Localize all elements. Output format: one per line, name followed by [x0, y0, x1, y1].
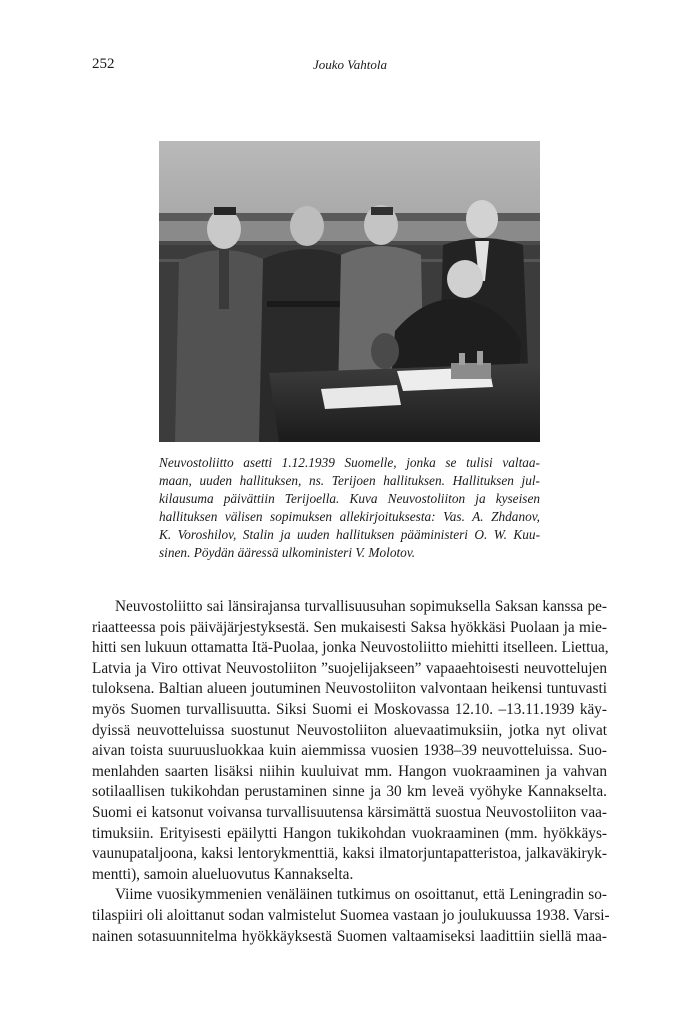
paragraph-line: dyissä neuvotteluissa suostunut Neuvostoliiton aluevaatimuksiin, jotka nyt olivat	[92, 721, 607, 739]
caption-line: Neuvostoliitto asetti 1.12.1939 Suomelle, jonka se tulisi valtaa-	[159, 455, 540, 470]
running-head: Jouko Vahtola	[312, 57, 387, 72]
paragraph-line: mentti), samoin alueluovutus Kannakselta.	[92, 865, 354, 883]
paragraph-line: timuksiin. Erityisesti epäilytti Hangon tukikohdan vuokraaminen (mm. hyökkäys-	[92, 824, 607, 842]
caption-line: kilausuma päivättiin Terijoella. Kuva Neuvostoliiton ja kyseisen	[159, 491, 540, 506]
historical-photograph	[159, 141, 540, 442]
paragraph-line: Viime vuosikymmenien venäläinen tutkimus on osoittanut, että Leningradin so-	[115, 886, 607, 904]
caption-line: hallituksen välisen sopimuksen allekirjoituksesta: Vas. A. Zhdanov,	[159, 509, 540, 524]
paragraph-line: riaatteessa pois päiväjärjestyksestä. Sen mukaisesti Saksa hyökkäsi Puolaan ja mie-	[92, 618, 607, 636]
paragraph-line: Neuvostoliitto sai länsirajansa turvallisuusuhan sopimuksella Saksan kanssa pe-	[115, 598, 607, 615]
paragraph-line: Suomi ei katsonut voivansa turvallisuutensa kärsimättä suostua Neuvostoliiton vaa-	[92, 803, 607, 821]
paragraph-line: nainen sotasuunnitelma hyökkäyksestä Suomen valtaamiseksi laadittiin siellä maa-	[92, 927, 607, 945]
paragraph-line: vaunupataljoona, kaksi lentorykmenttiä, kaksi ilmatorjuntapatteristoa, jalkaväkiryk-	[92, 845, 607, 863]
body-text	[92, 597, 610, 947]
paragraph-line: Latvia ja Viro ottivat Neuvostoliiton ”suojelijakseen” vapaaehtoisesti neuvottelujen	[92, 659, 607, 677]
caption-line: K. Voroshilov, Stalin ja uuden hallituksen pääministeri O. W. Kuu-	[159, 527, 540, 542]
caption-line: maan, uuden hallituksen, ns. Terijoen hallituksen. Hallituksen jul-	[159, 473, 540, 488]
caption-line: sinen. Pöydän ääressä ulkoministeri V. Molotov.	[159, 545, 416, 560]
paragraph-line: hitti sen lukuun ottamatta Itä-Puolaa, jonka Neuvostoliitto miehitti itselleen. Liettua,	[92, 639, 609, 657]
paragraph-line: menlahden saarten lisäksi niihin kuuluivat mm. Hangon vuokraaminen ja vahvan	[92, 762, 607, 780]
paragraph-line: tilaspiiri oli aloittanut sodan valmistelut Suomea vastaan jo joulukuussa 1938. Varsi-	[92, 906, 610, 924]
figure-caption	[159, 454, 540, 562]
paragraph-line: sotilaallisen tukikohdan perustaminen sinne ja 30 km leveä vyöhyke Kannakselta.	[92, 783, 607, 801]
paragraph-line: aivan toista suuruusluokkaa kuin aiemmissa vuosien 1938–39 neuvotteluissa. Suo-	[92, 742, 607, 760]
paragraph-line: tuloksena. Baltian alueen joutuminen Neuvostoliiton valvontaan heikensi tuntuvasti	[92, 680, 607, 698]
paragraph-line: myös Suomen turvallisuutta. Siksi Suomi ei Moskovassa 12.10. –13.11.1939 käy-	[92, 700, 607, 718]
page-number: 252	[92, 56, 115, 72]
